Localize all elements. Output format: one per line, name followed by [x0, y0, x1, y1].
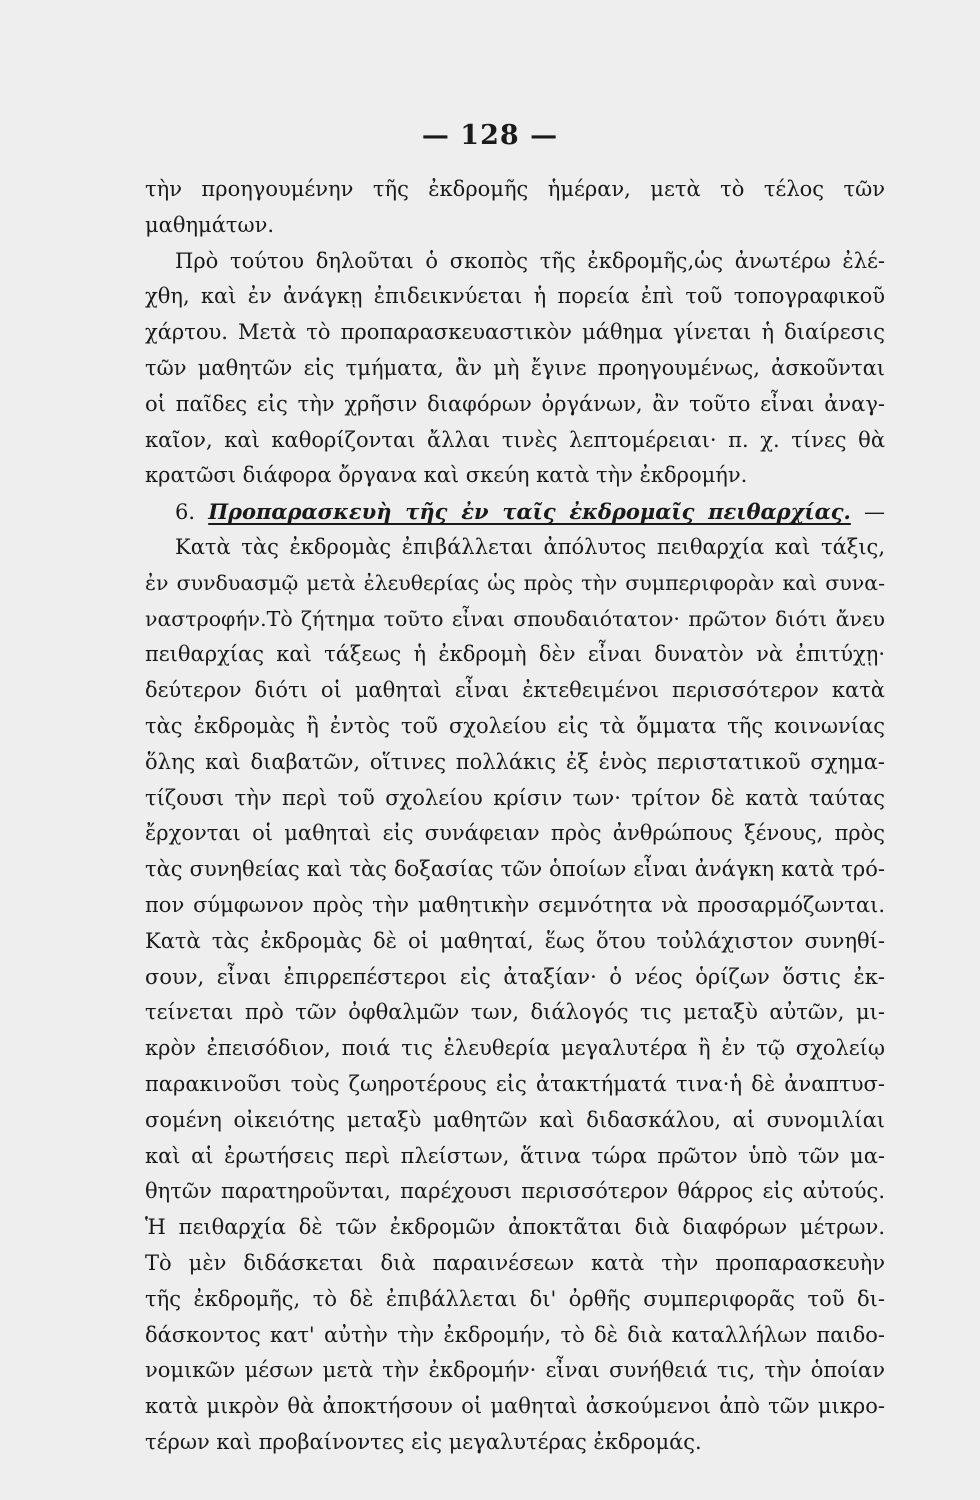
text-line: νομικῶν μέσων μετὰ τὴν ἐκδρομήν· εἶναι συνήθειά τις, τὴν ὁποίαν [145, 1358, 885, 1383]
text-line: τὰς συνηθείας καὶ τὰς δοξασίας τῶν ὁποίων εἶναι ἀνάγκη κατὰ τρό- [145, 857, 885, 882]
section-title: Προπαρασκευὴ τῆς ἐν ταῖς ἐκδρομαῖς πειθαρχίας. [208, 499, 851, 525]
section-heading [145, 494, 885, 530]
text-line: Ἡ πειθαρχία δὲ τῶν ἐκδρομῶν ἀποκτᾶται διὰ διαφόρων μέτρων. [145, 1215, 885, 1240]
page-number: — 128 — [421, 120, 559, 151]
text-line: Κατὰ τὰς ἐκδρομὰς ἐπιβάλλεται ἀπόλυτος πειθαρχία καὶ τάξις, [175, 534, 885, 559]
text-line: τῶν μαθητῶν εἰς τμήματα, ἂν μὴ ἔγινε προηγουμένως, ἀσκοῦνται [145, 355, 885, 380]
text-line: δεύτερον διότι οἱ μαθηταὶ εἶναι ἐκτεθειμένοι περισσότερον κατὰ [145, 678, 885, 703]
text-line: δάσκοντος κατ' αὐτὴν τὴν ἐκδρομήν, τὸ δὲ διὰ καταλλήλων παιδο- [145, 1322, 885, 1347]
text-line: Κατὰ τὰς ἐκδρομὰς δὲ οἱ μαθηταί, ἕως ὅτου τοὐλάχιστον συνηθί- [145, 928, 885, 953]
text-line: τὰς ἐκδρομὰς ἢ ἐντὸς τοῦ σχολείου εἰς τὰ ὄμματα τῆς κοινωνίας [145, 713, 885, 738]
text-line: Τὸ μὲν διδάσκεται διὰ παραινέσεων κατὰ τὴν προπαρασκευὴν [145, 1250, 885, 1275]
text-line: κρατῶσι διάφορα ὄργανα καὶ σκεύη κατὰ τὴν ἐκδρομήν. [145, 463, 748, 488]
text-line: Πρὸ τούτου δηλοῦται ὁ σκοπὸς τῆς ἐκδρομῆς,ὡς ἀνωτέρω ἐλέ- [175, 248, 885, 273]
section-number: 6. [175, 500, 196, 525]
text-line: ἔρχονται οἱ μαθηταὶ εἰς συνάφειαν πρὸς ἀνθρώπους ξένους, πρὸς [145, 821, 885, 846]
text-line: σομένη οἰκειότης μεταξὺ μαθητῶν καὶ διδασκάλου, αἱ συνομιλίαι [145, 1107, 885, 1132]
text-line: χάρτου. Μετὰ τὸ προπαρασκευαστικὸν μάθημα γίνεται ἡ διαίρεσις [145, 320, 885, 345]
text-line: μαθημάτων. [145, 212, 275, 237]
text-line: ἐν συνδυασμῷ μετὰ ἐλευθερίας ὡς πρὸς τὴν συμπεριφορὰν καὶ συνα- [145, 570, 885, 595]
body-text [145, 172, 885, 1461]
text-line: τὴν προηγουμένην τῆς ἐκδρομῆς ἡμέραν, μετὰ τὸ τέλος τῶν [145, 177, 885, 201]
text-line: τέρων καὶ προβαίνοντες εἰς μεγαλυτέρας ἐκδρομάς. [145, 1429, 702, 1454]
text-line: πειθαρχίας καὶ τάξεως ἡ ἐκδρομὴ δὲν εἶναι δυνατὸν νὰ ἐπιτύχῃ· [145, 642, 885, 667]
text-line: πον σύμφωνον πρὸς τὴν μαθητικὴν σεμνότητα νὰ προσαρμόζωνται. [145, 892, 885, 917]
text-line: παρακινοῦσι τοὺς ζωηροτέρους εἰς ἀτακτήματά τινα·ἡ δὲ ἀναπτυσ- [145, 1071, 885, 1096]
text-line: τείνεται πρὸ τῶν ὀφθαλμῶν των, διάλογός τις μεταξὺ αὐτῶν, μι- [145, 1000, 885, 1025]
section-dash: — [863, 500, 885, 525]
text-line: θητῶν παρατηροῦνται, παρέχουσι περισσότερον θάρρος εἰς αὐτούς. [145, 1179, 885, 1204]
text-line: ναστροφήν.Τὸ ζήτημα τοῦτο εἶναι σπουδαιότατον· πρῶτον διότι ἄνευ [145, 606, 885, 631]
text-line: τῆς ἐκδρομῆς, τὸ δὲ ἐπιβάλλεται δι' ὀρθῆς συμπεριφορᾶς τοῦ δι- [145, 1286, 885, 1311]
text-line: καῖον, καὶ καθορίζονται ἄλλαι τινὲς λεπτομέρειαι· π. χ. τίνες θὰ [145, 427, 885, 452]
text-line: σουν, εἶναι ἐπιρρεπέστεροι εἰς ἀταξίαν· ὁ νέος ὁρίζων ὅστις ἐκ- [145, 964, 885, 989]
text-line: τίζουσι τὴν περὶ τοῦ σχολείου κρίσιν των· τρίτον δὲ κατὰ ταύτας [145, 785, 885, 810]
text-line: οἱ παῖδες εἰς τὴν χρῆσιν διαφόρων ὀργάνων, ἂν τοῦτο εἶναι ἀναγ- [145, 391, 885, 416]
text-line: ὅλης καὶ διαβατῶν, οἵτινες πολλάκις ἐξ ἑνὸς περιστατικοῦ σχημα- [145, 749, 885, 774]
text-line: χθη, καὶ ἐν ἀνάγκῃ ἐπιδεικνύεται ἡ πορεία ἐπὶ τοῦ τοπογραφικοῦ [145, 284, 885, 309]
text-line: καὶ αἱ ἐρωτήσεις περὶ πλείστων, ἅτινα τώρα πρῶτον ὑπὸ τῶν μα- [145, 1143, 885, 1168]
text-line: κατὰ μικρὸν θὰ ἀποκτήσουν οἱ μαθηταὶ ἀσκούμενοι ἀπὸ τῶν μικρο- [145, 1394, 885, 1419]
text-line: κρὸν ἐπεισόδιον, ποιά τις ἐλευθερία μεγαλυτέρα ἢ ἐν τῷ σχολείῳ [145, 1036, 885, 1061]
